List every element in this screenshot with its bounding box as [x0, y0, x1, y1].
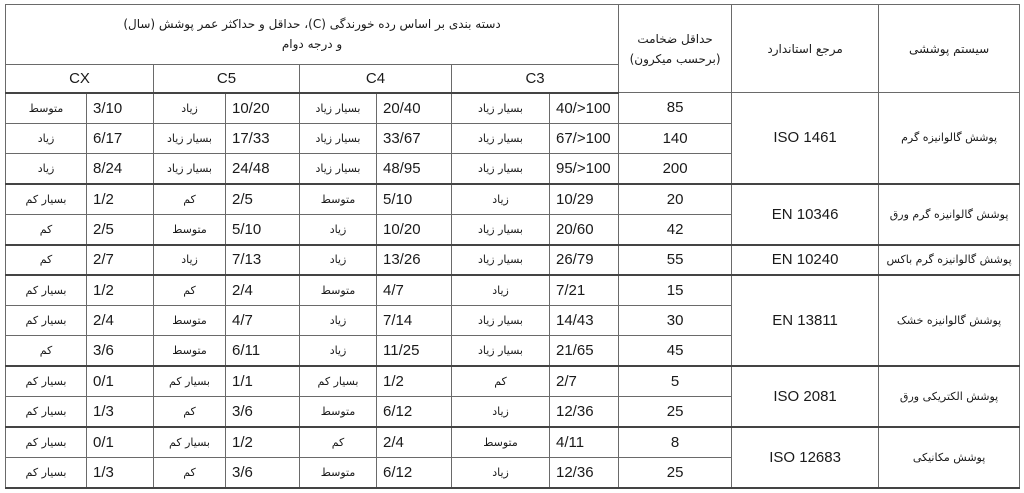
table-row — [6, 366, 1020, 396]
durability-level-c5: کم — [154, 275, 226, 305]
durability-level-cx: کم — [6, 245, 87, 275]
life-years-c4: 2/4 — [377, 427, 452, 457]
min-thickness: 55 — [619, 245, 732, 275]
min-thickness: 25 — [619, 457, 732, 488]
coating-system-name: پوشش گالوانیزه گرم باکس — [879, 245, 1020, 275]
category-header-c5: C5 — [154, 64, 300, 92]
min-thickness: 8 — [619, 427, 732, 457]
durability-level-cx: زیاد — [6, 153, 87, 183]
life-years-c5: 17/33 — [226, 123, 300, 153]
durability-level-c3: زیاد — [452, 397, 550, 427]
durability-level-cx: بسیار کم — [6, 397, 87, 427]
durability-level-cx: بسیار کم — [6, 457, 87, 488]
life-years-cx: 1/2 — [87, 275, 154, 305]
durability-level-c4: زیاد — [300, 305, 377, 335]
life-years-cx: 3/10 — [87, 93, 154, 123]
life-years-c4: 4/7 — [377, 275, 452, 305]
durability-level-c4: زیاد — [300, 214, 377, 244]
durability-level-c5: کم — [154, 397, 226, 427]
min-thickness: 42 — [619, 214, 732, 244]
life-years-c4: 7/14 — [377, 305, 452, 335]
durability-level-c3: زیاد — [452, 457, 550, 488]
classification-header-line2: و درجه دوام — [281, 37, 343, 52]
standard-reference: ISO 1461 — [732, 93, 879, 184]
durability-level-cx: بسیار کم — [6, 184, 87, 214]
classification-header-line1: دسته بندی بر اساس رده خورندگی (C)، حداقل و حداکثر عمر پوشش (سال) — [123, 17, 501, 32]
system-header: سیستم پوششی — [879, 5, 1020, 93]
min-thickness: 140 — [619, 123, 732, 153]
durability-level-c4: متوسط — [300, 457, 377, 488]
durability-level-c4: بسیار زیاد — [300, 153, 377, 183]
life-years-c4: 5/10 — [377, 184, 452, 214]
life-years-c3: 67/>100 — [550, 123, 619, 153]
life-years-c4: 6/12 — [377, 457, 452, 488]
life-years-c4: 48/95 — [377, 153, 452, 183]
life-years-cx: 1/2 — [87, 184, 154, 214]
life-years-c4: 11/25 — [377, 336, 452, 366]
coating-system-name: پوشش گالوانیزه خشک — [879, 275, 1020, 366]
table-row — [6, 93, 1020, 123]
life-years-cx: 0/1 — [87, 427, 154, 457]
durability-level-c4: متوسط — [300, 275, 377, 305]
coating-durability-table — [5, 4, 1020, 489]
durability-level-c5: کم — [154, 184, 226, 214]
life-years-c4: 13/26 — [377, 245, 452, 275]
durability-level-c4: بسیار زیاد — [300, 123, 377, 153]
category-header-c3: C3 — [452, 64, 619, 92]
durability-level-c4: کم — [300, 427, 377, 457]
durability-level-c5: متوسط — [154, 305, 226, 335]
standard-header: مرجع استاندارد — [732, 5, 879, 93]
life-years-c4: 6/12 — [377, 397, 452, 427]
table-row — [6, 427, 1020, 457]
life-years-cx: 0/1 — [87, 366, 154, 396]
life-years-c5: 4/7 — [226, 305, 300, 335]
durability-level-c3: بسیار زیاد — [452, 336, 550, 366]
durability-level-c5: متوسط — [154, 214, 226, 244]
standard-reference: ISO 12683 — [732, 427, 879, 488]
durability-level-c5: زیاد — [154, 245, 226, 275]
durability-level-c5: متوسط — [154, 336, 226, 366]
durability-level-cx: بسیار کم — [6, 275, 87, 305]
life-years-c4: 20/40 — [377, 93, 452, 123]
life-years-c5: 2/5 — [226, 184, 300, 214]
life-years-c3: 10/29 — [550, 184, 619, 214]
min-thickness: 5 — [619, 366, 732, 396]
thickness-header-line2: (برحسب میکرون) — [629, 51, 721, 66]
life-years-c5: 2/4 — [226, 275, 300, 305]
category-header-cx: CX — [6, 64, 154, 92]
life-years-c3: 12/36 — [550, 397, 619, 427]
life-years-c4: 1/2 — [377, 366, 452, 396]
durability-level-c4: متوسط — [300, 184, 377, 214]
durability-level-c3: کم — [452, 366, 550, 396]
standard-reference: ISO 2081 — [732, 366, 879, 427]
thickness-header-line1: حداقل ضخامت — [637, 31, 713, 46]
life-years-c5: 5/10 — [226, 214, 300, 244]
coating-system-name: پوشش گالوانیزه گرم ورق — [879, 184, 1020, 245]
durability-level-c5: بسیار زیاد — [154, 153, 226, 183]
life-years-c5: 24/48 — [226, 153, 300, 183]
classification-header — [6, 5, 619, 65]
durability-level-c5: بسیار کم — [154, 427, 226, 457]
durability-level-c5: بسیار زیاد — [154, 123, 226, 153]
durability-level-c4: متوسط — [300, 397, 377, 427]
durability-level-c4: بسیار زیاد — [300, 93, 377, 123]
durability-level-c5: زیاد — [154, 93, 226, 123]
life-years-cx: 1/3 — [87, 397, 154, 427]
life-years-c5: 7/13 — [226, 245, 300, 275]
life-years-c5: 1/2 — [226, 427, 300, 457]
life-years-c5: 3/6 — [226, 457, 300, 488]
life-years-c4: 10/20 — [377, 214, 452, 244]
life-years-cx: 1/3 — [87, 457, 154, 488]
standard-reference: EN 10240 — [732, 245, 879, 275]
coating-system-name: پوشش الکتریکی ورق — [879, 366, 1020, 427]
life-years-c3: 95/>100 — [550, 153, 619, 183]
min-thickness: 85 — [619, 93, 732, 123]
durability-level-cx: کم — [6, 214, 87, 244]
life-years-c5: 1/1 — [226, 366, 300, 396]
coating-system-name: پوشش مکانیکی — [879, 427, 1020, 488]
durability-level-c3: بسیار زیاد — [452, 123, 550, 153]
durability-level-c4: بسیار کم — [300, 366, 377, 396]
life-years-cx: 8/24 — [87, 153, 154, 183]
table-row — [6, 245, 1020, 275]
category-header-c4: C4 — [300, 64, 452, 92]
durability-level-c3: زیاد — [452, 184, 550, 214]
min-thickness: 200 — [619, 153, 732, 183]
life-years-c4: 33/67 — [377, 123, 452, 153]
life-years-c5: 10/20 — [226, 93, 300, 123]
durability-level-c5: کم — [154, 457, 226, 488]
durability-level-c3: متوسط — [452, 427, 550, 457]
life-years-cx: 2/7 — [87, 245, 154, 275]
coating-system-name: پوشش گالوانیزه گرم — [879, 93, 1020, 184]
durability-level-c5: بسیار کم — [154, 366, 226, 396]
durability-level-c4: زیاد — [300, 245, 377, 275]
table-row — [6, 275, 1020, 305]
life-years-c3: 20/60 — [550, 214, 619, 244]
durability-level-c3: بسیار زیاد — [452, 153, 550, 183]
life-years-cx: 3/6 — [87, 336, 154, 366]
life-years-c3: 2/7 — [550, 366, 619, 396]
durability-level-cx: بسیار کم — [6, 305, 87, 335]
min-thickness: 20 — [619, 184, 732, 214]
life-years-c5: 6/11 — [226, 336, 300, 366]
durability-level-c3: بسیار زیاد — [452, 214, 550, 244]
life-years-c3: 7/21 — [550, 275, 619, 305]
durability-level-c3: بسیار زیاد — [452, 305, 550, 335]
durability-level-cx: بسیار کم — [6, 366, 87, 396]
life-years-c3: 14/43 — [550, 305, 619, 335]
durability-level-c3: بسیار زیاد — [452, 93, 550, 123]
min-thickness: 45 — [619, 336, 732, 366]
durability-level-c4: زیاد — [300, 336, 377, 366]
durability-level-c3: زیاد — [452, 275, 550, 305]
life-years-cx: 2/4 — [87, 305, 154, 335]
durability-level-cx: متوسط — [6, 93, 87, 123]
standard-reference: EN 10346 — [732, 184, 879, 245]
min-thickness: 15 — [619, 275, 732, 305]
durability-level-cx: بسیار کم — [6, 427, 87, 457]
life-years-c3: 40/>100 — [550, 93, 619, 123]
standard-reference: EN 13811 — [732, 275, 879, 366]
table-row — [6, 184, 1020, 214]
life-years-c3: 21/65 — [550, 336, 619, 366]
min-thickness: 25 — [619, 397, 732, 427]
life-years-c3: 12/36 — [550, 457, 619, 488]
durability-level-c3: بسیار زیاد — [452, 245, 550, 275]
life-years-c3: 26/79 — [550, 245, 619, 275]
life-years-cx: 6/17 — [87, 123, 154, 153]
durability-level-cx: زیاد — [6, 123, 87, 153]
min-thickness: 30 — [619, 305, 732, 335]
life-years-c5: 3/6 — [226, 397, 300, 427]
life-years-cx: 2/5 — [87, 214, 154, 244]
life-years-c3: 4/11 — [550, 427, 619, 457]
durability-level-cx: کم — [6, 336, 87, 366]
thickness-header — [619, 5, 732, 93]
